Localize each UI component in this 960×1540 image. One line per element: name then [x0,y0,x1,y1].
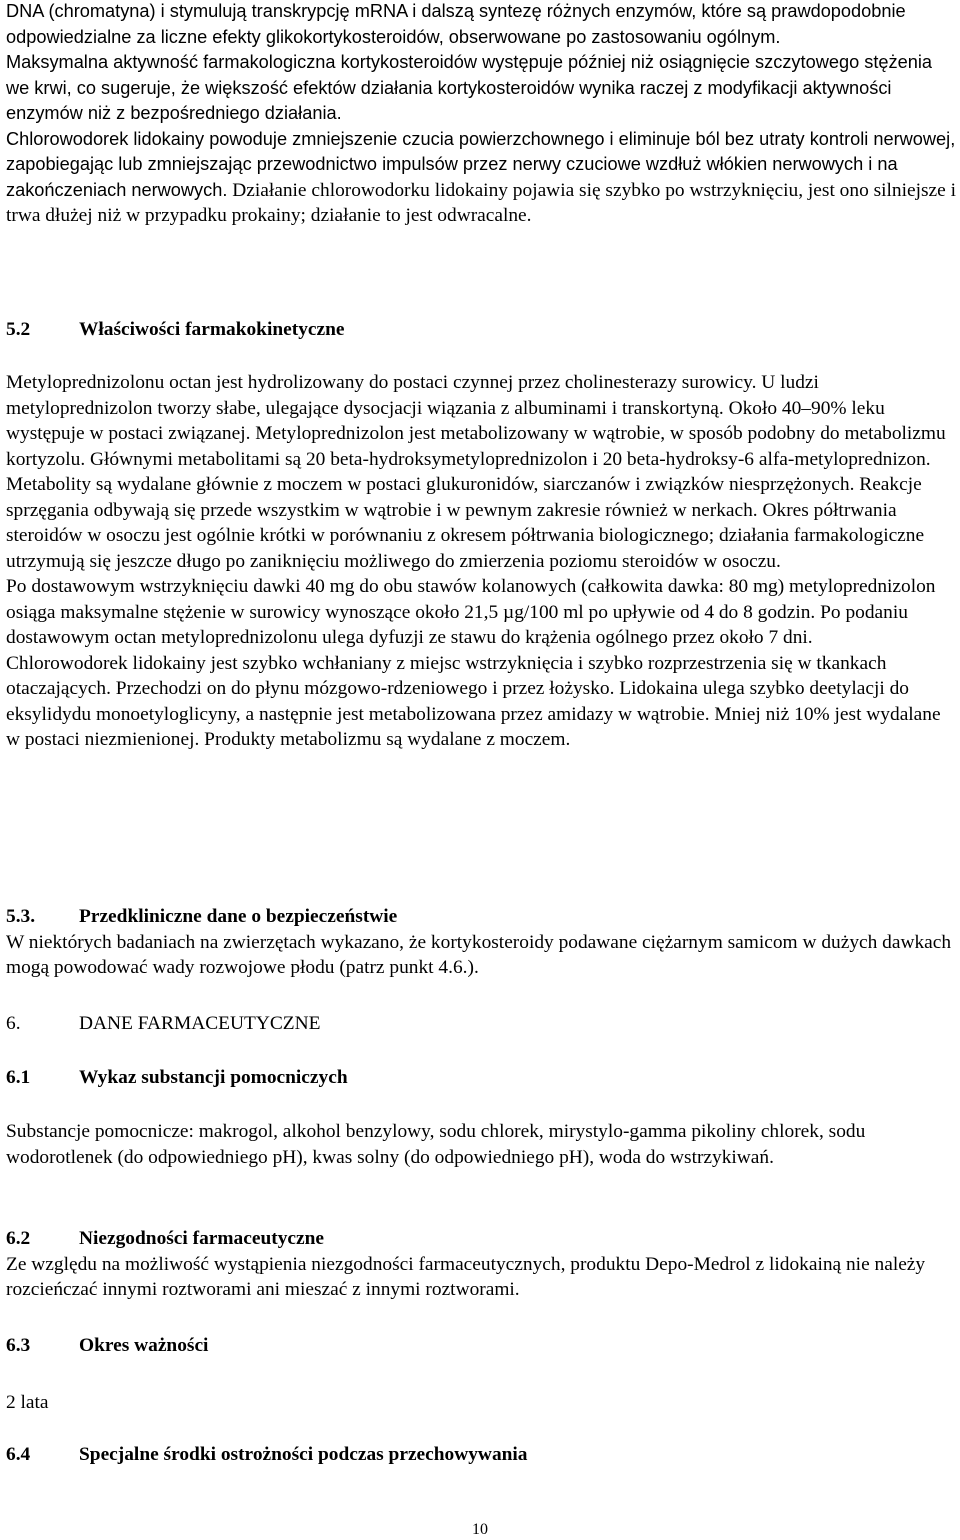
section-6-3 [6,1333,956,1359]
section-6-2 [6,1226,956,1303]
section-6-1-paragraph-1: Substancje pomocnicze: makrogol, alkohol benzylowy, sodu chlorek, mirystylo-gamma pikoliny chlorek, sodu wodorotlenek (do odpowiedniego pH), kwas solny (do odpowiedniego pH), woda do wstrzykiwań. [6,1121,866,1168]
intro-paragraph-2: Maksymalna aktywność farmakologiczna kortykosteroidów występuje później niż osiągnięcie szczytowego stężenia we krwi, co sugeruje, że większość efektów działania kortykosteroidów wynika raczej z modyfikacji aktywności enzymów niż z bezpośredniego działania. [6,52,932,123]
section-5-3-title: Przedkliniczne dane o bezpieczeństwie [79,906,398,927]
section-5-3 [6,904,956,981]
page-number: 10 [472,1521,488,1538]
section-6-4-title: Specjalne środki ostrożności podczas przechowywania [79,1444,528,1465]
intro-paragraph-3-part-b: Działanie chlorowodorku lidokainy pojawia się szybko po wstrzyknięciu, jest ono silniejsze i trwa dłużej niż w przypadku prokainy; działanie to jest odwracalne. [6,179,957,226]
section-6-2-number: 6.2 [6,1228,31,1249]
section-6-2-paragraph-1: Ze względu na możliwość wystąpienia niezgodności farmaceutycznych, produktu Depo-Medrol z lidokainą nie należy rozcieńczać innymi roztworami ani mieszać z innymi roztworami. [6,1253,926,1300]
section-5-2-paragraph-3: Chlorowodorek lidokainy jest szybko wchłaniany z miejsc wstrzyknięcia i szybko rozprzestrzenia się w tkankach otaczających. Przechodzi on do płynu mózgowo-rdzeniowego i przez łożysko. Lidokaina ulega szybko deetylacji do eksylidydu monoetyloglicyny, a następnie jest metabolizowana przez amidazy w wątrobie. Mniej niż 10% jest wydalane w postaci niezmienionej. Produkty metabolizmu są wydalane z moczem. [6,652,941,750]
section-5-2 [6,317,956,343]
intro-paragraph-3-part-a: Chlorowodorek lidokainy powoduje zmniejszenie czucia powierzchownego i eliminuje ból bez utraty kontroli nerwowej, zapobiegając lub zmniejszając przewodnictwo impulsów przez nerwy czuciowe wzdłuż włókien nerwowych i na zakończeniach nerwowych. [6,128,956,200]
section-6 [6,1011,956,1037]
section-6-1-body [6,1119,956,1170]
section-6-3-number: 6.3 [6,1335,31,1356]
section-6-2-title: Niezgodności farmaceutyczne [79,1228,325,1249]
section-5-3-heading [6,904,956,930]
section-6-3-title: Okres ważności [79,1335,209,1356]
section-6-1-title: Wykaz substancji pomocniczych [79,1067,348,1088]
section-6-title: DANE FARMACEUTYCZNE [79,1013,321,1034]
section-5-2-number: 5.2 [6,319,31,340]
intro-paragraph-1: DNA (chromatyna) i stymulują transkrypcję mRNA i dalszą syntezę różnych enzymów, które są prawdopodobnie odpowiedzialne za liczne efekty glikokortykosteroidów, obserwowane po zastosowaniu ogólnym. [6,1,906,47]
section-6-heading [6,1011,956,1037]
section-5-2-heading [6,317,956,343]
section-6-4-heading [6,1442,956,1468]
section-5-2-title: Właściwości farmakokinetyczne [79,319,345,340]
section-6-1-heading [6,1065,956,1091]
section-6-3-paragraph-1: 2 lata [6,1392,49,1413]
section-5-2-paragraph-1: Metyloprednizolonu octan jest hydrolizowany do postaci czynnej przez cholinesterazy surowicy. U ludzi metyloprednizolon tworzy słabe, ulegające dysocjacji wiązania z albuminami i transkortyną. Około 40–90% leku występuje w postaci związanej. Metyloprednizolon jest metabolizowany w wątrobie, w sposób podobny do metabolizmu kortyzolu. Głównymi metabolitami są 20 beta-hydroksymetyloprednizolon i 20 beta-hydroksy-6 alfa-metyloprednizon. Metabolity są wydalane głównie z moczem w postaci glukuronidów, siarczanów i związków niesprzężonych. Reakcje sprzęgania odbywają się przede wszystkim w wątrobie i w pewnym zakresie również w nerkach. Okres półtrwania steroidów w osoczu jest ogólnie krótki w porównaniu z okresem półtrwania biologicznego; działania farmakologiczne utrzymują się jeszcze długo po zaniknięciu możliwego do zmierzenia poziomu steroidów w osoczu. [6,372,946,572]
section-6-4 [6,1442,956,1468]
section-6-number: 6. [6,1013,21,1034]
section-6-3-body [6,1390,956,1416]
section-5-2-paragraph-2: Po dostawowym wstrzyknięciu dawki 40 mg do obu stawów kolanowych (całkowita dawka: 80 mg) metyloprednizolon osiąga maksymalne stężenie w surowicy wynoszące około 21,5 µg/100 ml po upływie od 4 do 8 godzin. Po podaniu dostawowym octan metyloprednizolonu ulega dyfuzji ze stawu do krążenia ogólnego przez około 7 dni. [6,576,936,648]
section-5-3-number: 5.3. [6,906,36,927]
section-6-2-heading [6,1226,956,1252]
section-6-4-number: 6.4 [6,1444,31,1465]
section-5-3-paragraph-1: W niektórych badaniach na zwierzętach wykazano, że kortykosteroidy podawane ciężarnym samicom w dużych dawkach mogą powodować wady rozwojowe płodu (patrz punkt 4.6.). [6,931,952,978]
section-6-3-heading [6,1333,956,1359]
section-6-1 [6,1065,956,1091]
section-6-1-number: 6.1 [6,1067,31,1088]
section-5-2-body [6,370,956,753]
intro-paragraph-3 [6,127,956,229]
intro-block [6,0,956,229]
